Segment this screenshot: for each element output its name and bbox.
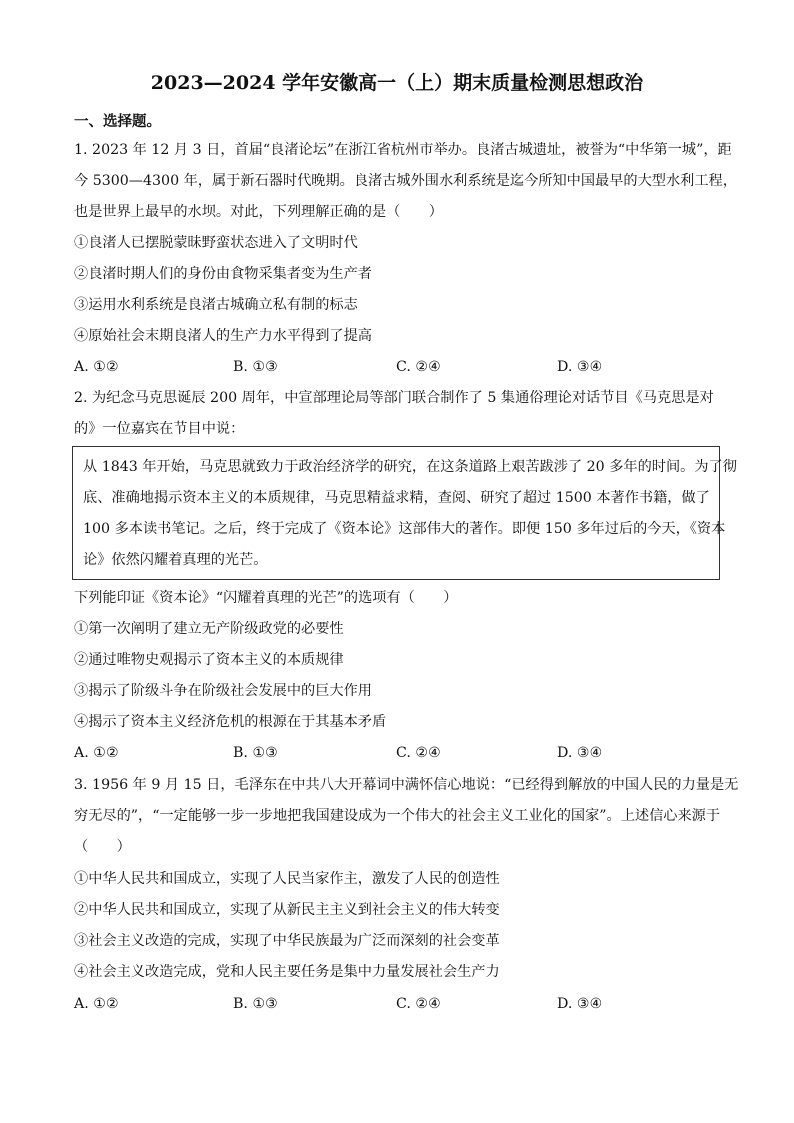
option-a[interactable]: A. ①② xyxy=(74,359,119,375)
statement-item: ③社会主义改造的完成，实现了中华民族最为广泛而深刻的社会变革 xyxy=(74,933,500,949)
statement-item: ④原始社会末期良渚人的生产力水平得到了提高 xyxy=(74,328,372,344)
statement-item: ②中华人民共和国成立，实现了从新民主主义到社会主义的伟大转变 xyxy=(74,902,500,918)
statement-item: ③运用水利系统是良渚古城确立私有制的标志 xyxy=(74,297,358,313)
question-stem-line: 穷无尽的”，“一定能够一步一步地把我国建设成为一个伟大的社会主义工业化的国家”。上述信心来源于 xyxy=(74,808,721,824)
option-c[interactable]: C. ②④ xyxy=(396,359,441,375)
statement-item: ①中华人民共和国成立，实现了人民当家作主，激发了人民的创造性 xyxy=(74,871,500,887)
section-heading: 一、选择题。 xyxy=(74,113,161,130)
question-stem-line: 今 5300—4300 年，属于新石器时代晚期。良渚古城外围水利系统是迄今所知中国最早的大型水利工程， xyxy=(74,173,737,189)
quote-line: 底、准确地揭示资本主义的本质规律，马克思精益求精，查阅、研究了超过 1500 本著作书籍，做了 xyxy=(83,490,710,506)
statement-item: ①第一次阐明了建立无产阶级政党的必要性 xyxy=(74,621,344,637)
option-d[interactable]: D. ③④ xyxy=(557,996,603,1012)
statement-item: ②通过唯物史观揭示了资本主义的本质规律 xyxy=(74,652,344,668)
statement-item: ①良渚人已摆脱蒙昧野蛮状态进入了文明时代 xyxy=(74,235,358,251)
quote-line: 论》依然闪耀着真理的光芒。 xyxy=(83,552,268,568)
question-stem-line: 的》一位嘉宾在节目中说： xyxy=(74,421,245,437)
quote-line: 100 多本读书笔记。之后，终于完成了《资本论》这部伟大的著作。即便 150 多年过后的今天，《资本 xyxy=(83,521,726,537)
option-d[interactable]: D. ③④ xyxy=(557,359,603,375)
option-a[interactable]: A. ①② xyxy=(74,745,119,761)
question-stem-line: 3. 1956 年 9 月 15 日，毛泽东在中共八大开幕词中满怀信心地说：“已经得到解放的中国人民的力量是无 xyxy=(74,777,739,793)
option-c[interactable]: C. ②④ xyxy=(396,996,441,1012)
question-stem-line: 1. 2023 年 12 月 3 日，首届“良渚论坛”在浙江省杭州市举办。良渚古城遗址，被誉为“中华第一城”，距 xyxy=(74,142,732,158)
option-b[interactable]: B. ①③ xyxy=(233,996,278,1012)
quote-line: 从 1843 年开始，马克思就致力于政治经济学的研究，在这条道路上艰苦跋涉了 20 多年的时间。为了彻 xyxy=(83,459,737,475)
option-a[interactable]: A. ①② xyxy=(74,996,119,1012)
statement-item: ②良渚时期人们的身份由食物采集者变为生产者 xyxy=(74,266,372,282)
statement-item: ④社会主义改造完成，党和人民主要任务是集中力量发展社会生产力 xyxy=(74,964,500,980)
exam-title: 2023—2024 学年安徽高一（上）期末质量检测思想政治 xyxy=(150,72,644,94)
question-prompt: 下列能印证《资本论》“闪耀着真理的光芒”的选项有（ ） xyxy=(74,590,458,606)
option-c[interactable]: C. ②④ xyxy=(396,745,441,761)
question-stem-line: 也是世界上最早的水坝。对此，下列理解正确的是（ ） xyxy=(74,204,443,220)
option-d[interactable]: D. ③④ xyxy=(557,745,603,761)
quote-box xyxy=(72,446,737,580)
question-stem-line: 2. 为纪念马克思诞辰 200 周年，中宣部理论局等部门联合制作了 5 集通俗理论对话节目《马克思是对 xyxy=(74,390,714,406)
statement-item: ③揭示了阶级斗争在阶级社会发展中的巨大作用 xyxy=(74,683,372,699)
question-stem-line: （ ） xyxy=(74,839,131,855)
option-b[interactable]: B. ①③ xyxy=(233,359,278,375)
option-b[interactable]: B. ①③ xyxy=(233,745,278,761)
statement-item: ④揭示了资本主义经济危机的根源在于其基本矛盾 xyxy=(74,714,387,730)
